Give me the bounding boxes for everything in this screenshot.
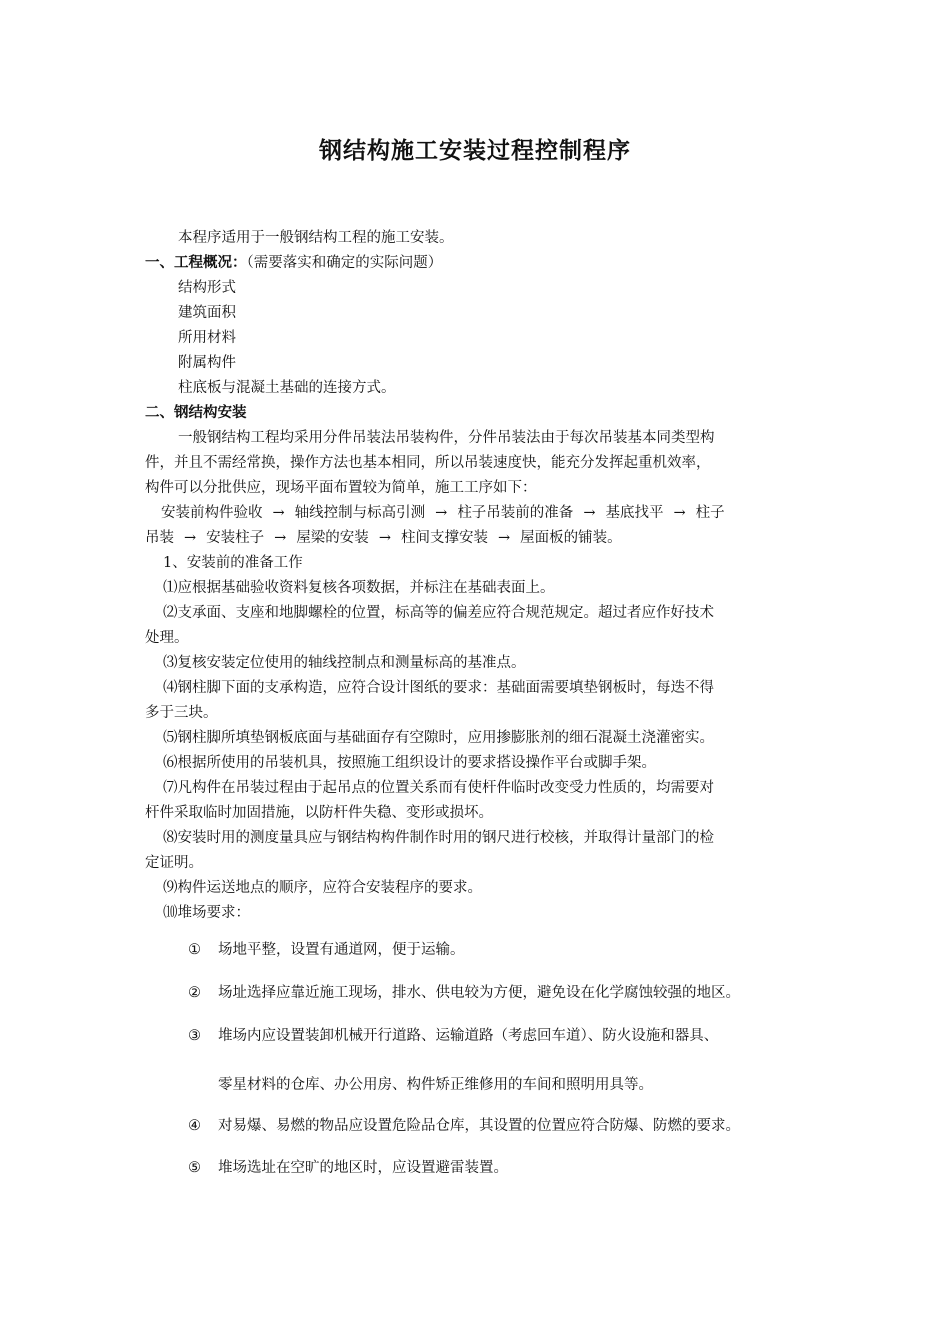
yard-item-text: 堆场内应设置装卸机械开行道路、运输道路（考虑回车道）、防火设施和器具、 <box>218 1028 719 1044</box>
flow-step: 柱间支撑安装 <box>400 530 488 546</box>
document-body <box>145 226 815 926</box>
yard-item <box>188 1156 508 1177</box>
section-1-heading: 一、工程概况： <box>145 255 247 271</box>
requirement-item: ⑷钢柱脚下面的支承构造，应符合设计图纸的要求：基础面需要填垫钢板时，每迭不得 <box>163 680 714 696</box>
yard-item-text: 场址选择应靠近施工现场，排水、供电较为方便，避免设在化学腐蚀较强的地区。 <box>218 985 740 1001</box>
requirement-item: ⑹根据所使用的吊装机具，按照施工组织设计的要求搭设操作平台或脚手架。 <box>163 755 656 771</box>
method-paragraph-line: 一般钢结构工程均采用分件吊装法吊装构件，分件吊装法由于每次吊装基本同类型构 <box>178 430 715 446</box>
yard-item-text: 零星材料的仓库、办公用房、构件矫正维修用的车间和照明用具等。 <box>218 1077 653 1093</box>
overview-item: 建筑面积 <box>178 305 236 321</box>
yard-item-number: ④ <box>188 1118 201 1134</box>
flow-step: 屋梁的安装 <box>296 530 369 546</box>
overview-item: 所用材料 <box>178 330 236 346</box>
yard-item-number: ① <box>188 942 201 958</box>
flow-step: 屋面板的铺装。 <box>520 530 622 546</box>
yard-item <box>188 981 740 1002</box>
section-1-note: （需要落实和确定的实际问题） <box>246 255 443 271</box>
flow-arrow: → <box>274 530 287 546</box>
yard-item-continued <box>188 1073 653 1094</box>
requirement-item: ⑸钢柱脚所填垫钢板底面与基础面存有空隙时，应用掺膨胀剂的细石混凝土浇灌密实。 <box>163 730 714 746</box>
requirement-item-continued: 杆件采取临时加固措施，以防杆件失稳、变形或损坏。 <box>145 805 493 821</box>
yard-item <box>188 938 465 959</box>
flow-step: 轴线控制与标高引测 <box>294 505 426 521</box>
flow-arrow: → <box>497 530 511 546</box>
subsection-heading: 1、安装前的准备工作 <box>163 555 303 571</box>
requirement-item: ⑽堆场要求： <box>163 905 250 921</box>
yard-item <box>188 1114 740 1135</box>
requirement-item: ⑶复核安装定位使用的轴线控制点和测量标高的基准点。 <box>163 655 526 671</box>
flow-step: 柱子吊装前的准备 <box>457 505 574 521</box>
flow-step: 安装前构件验收 <box>161 505 263 521</box>
flow-step: 柱子 <box>695 505 725 521</box>
requirement-item: ⑵支承面、支座和地脚螺栓的位置，标高等的偏差应符合规范规定。超过者应作好技术 <box>163 605 714 621</box>
section-2-heading: 二、钢结构安装 <box>145 405 247 421</box>
process-flow-line <box>145 526 815 551</box>
yard-item-number: ⑤ <box>188 1160 201 1176</box>
requirement-item: ⑻安装时用的测度量具应与钢结构构件制作时用的钢尺进行校核，并取得计量部门的检 <box>163 830 714 846</box>
requirement-item: ⑴应根据基础验收资料复核各项数据，并标注在基础表面上。 <box>163 580 555 596</box>
method-paragraph-line: 构件可以分批供应，现场平面布置较为简单，施工工序如下： <box>145 480 537 496</box>
requirement-item-continued: 处理。 <box>145 630 189 646</box>
flow-arrow: → <box>583 505 596 521</box>
yard-item <box>188 1024 718 1045</box>
flow-arrow: → <box>378 530 391 546</box>
method-paragraph-line: 件，并且不需经常换，操作方法也基本相同，所以吊装速度快，能充分发挥起重机效率， <box>145 455 711 471</box>
requirement-item: ⑼构件运送地点的顺序，应符合安装程序的要求。 <box>163 880 482 896</box>
flow-step: 基底找平 <box>605 505 664 521</box>
intro-paragraph: 本程序适用于一般钢结构工程的施工安装。 <box>178 230 454 246</box>
yard-item-number: ③ <box>188 1028 201 1044</box>
overview-item: 附属构件 <box>178 355 236 371</box>
flow-arrow: → <box>673 505 686 521</box>
requirement-item-continued: 定证明。 <box>145 855 203 871</box>
flow-step: 安装柱子 <box>206 530 265 546</box>
yard-item-text: 场地平整，设置有通道网，便于运输。 <box>218 942 465 958</box>
flow-arrow: → <box>435 505 448 521</box>
yard-item-text: 对易爆、易燃的物品应设置危险品仓库，其设置的位置应符合防爆、防燃的要求。 <box>218 1118 740 1134</box>
section-1-heading-line <box>145 251 815 276</box>
overview-item: 结构形式 <box>178 280 236 296</box>
process-flow-line <box>145 501 815 526</box>
yard-item-text: 堆场选址在空旷的地区时，应设置避雷装置。 <box>218 1160 508 1176</box>
overview-item: 柱底板与混凝土基础的连接方式。 <box>178 380 396 396</box>
flow-step: 吊装 <box>145 530 174 546</box>
requirement-item-continued: 多于三块。 <box>145 705 218 721</box>
requirement-item: ⑺凡构件在吊装过程由于起吊点的位置关系而有使杆件临时改变受力性质的，均需要对 <box>163 780 714 796</box>
document-title: 钢结构施工安装过程控制程序 <box>319 138 631 164</box>
yard-item-number: ② <box>188 985 201 1001</box>
flow-arrow: → <box>272 505 285 521</box>
flow-arrow: → <box>184 530 197 546</box>
